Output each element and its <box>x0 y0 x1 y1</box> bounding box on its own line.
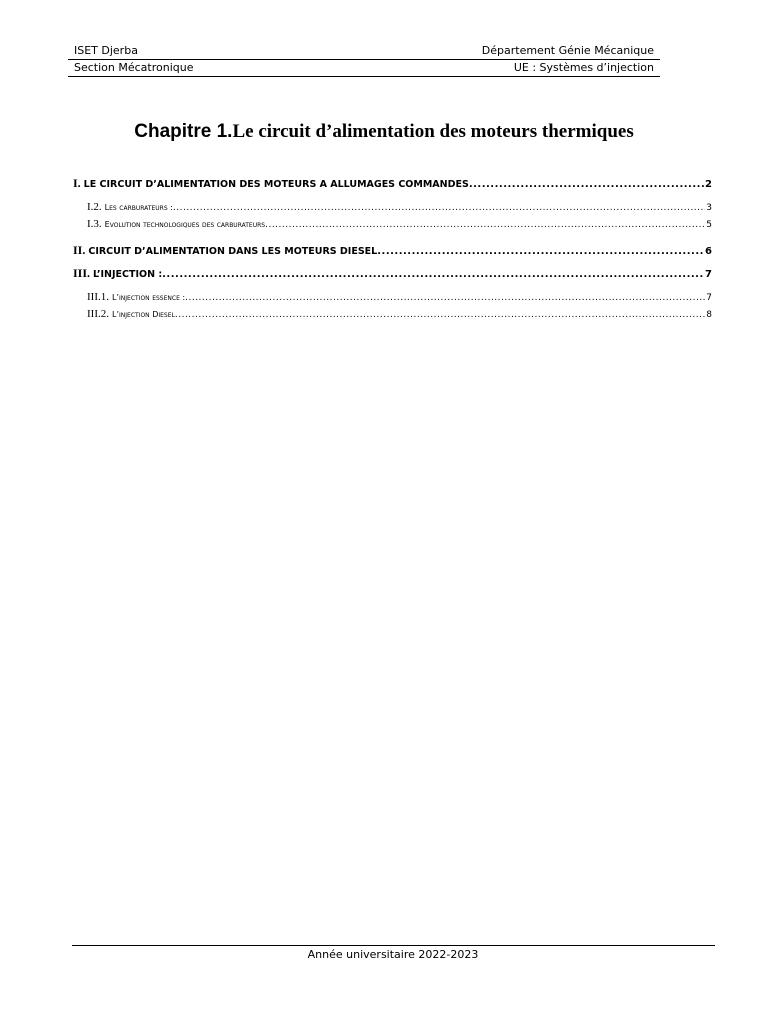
toc-entry-I[interactable] <box>73 176 712 191</box>
toc-leader-dots <box>377 246 704 257</box>
toc-entry-label: Evolution technologiques des carburateurs <box>104 220 266 229</box>
toc-entry-III-1[interactable] <box>87 291 712 303</box>
toc-entry-II[interactable] <box>73 243 712 258</box>
toc-entry-number: I. <box>73 176 81 190</box>
toc-leader-dots <box>469 179 704 190</box>
toc-entry-page: 7 <box>706 293 712 303</box>
toc-entry-page: 5 <box>706 220 712 230</box>
toc-entry-label: L’injection Diesel <box>112 310 175 319</box>
toc-entry-label: L’INJECTION : <box>93 269 163 280</box>
department-name: Département Génie Mécanique <box>481 44 654 57</box>
course-name: UE : Systèmes d’injection <box>513 61 654 74</box>
toc-entry-I-2[interactable] <box>87 201 712 213</box>
toc-entry-I-3[interactable] <box>87 218 712 230</box>
toc-entry-page: 8 <box>706 310 712 320</box>
toc-entry-number: III.1. <box>87 291 109 303</box>
toc-leader-dots <box>162 269 704 280</box>
toc-entry-label: LE CIRCUIT D’ALIMENTATION DES MOTEURS A ALLUMAGES COMMANDES <box>83 179 469 190</box>
toc-entry-page: 2 <box>705 179 712 190</box>
footer-academic-year: Année universitaire 2022-2023 <box>307 948 479 961</box>
toc-entry-number: II. <box>73 243 86 257</box>
header-row-top <box>68 42 660 59</box>
toc-leader-dots <box>173 203 705 213</box>
toc-entry-page: 7 <box>705 269 712 280</box>
toc-entry-number: III. <box>73 266 91 280</box>
chapter-title <box>0 121 768 143</box>
toc-entry-label: L’injection essence : <box>112 293 186 302</box>
toc-entry-III-2[interactable] <box>87 308 712 320</box>
institution-name: ISET Djerba <box>74 44 138 57</box>
header-divider-bottom <box>68 76 660 77</box>
toc-leader-dots <box>175 310 705 320</box>
toc-entry-label: Les carburateurs : <box>104 203 173 212</box>
toc-entry-page: 3 <box>706 203 712 213</box>
toc-entry-label: CIRCUIT D’ALIMENTATION DANS LES MOTEURS DIESEL <box>88 246 378 257</box>
toc-leader-dots <box>265 220 705 230</box>
toc-entry-III[interactable] <box>73 266 712 281</box>
toc-entry-page: 6 <box>705 246 712 257</box>
toc-entry-number: I.3. <box>87 218 102 230</box>
toc-leader-dots <box>185 293 705 303</box>
toc-entry-number: III.2. <box>87 308 109 320</box>
chapter-title-text: Le circuit d’alimentation des moteurs thermiques <box>232 121 634 142</box>
toc-entry-number: I.2. <box>87 201 102 213</box>
section-name: Section Mécatronique <box>74 61 194 74</box>
footer-divider <box>72 945 715 946</box>
chapter-label: Chapitre 1. <box>134 121 233 142</box>
header-row-bottom <box>68 59 660 76</box>
